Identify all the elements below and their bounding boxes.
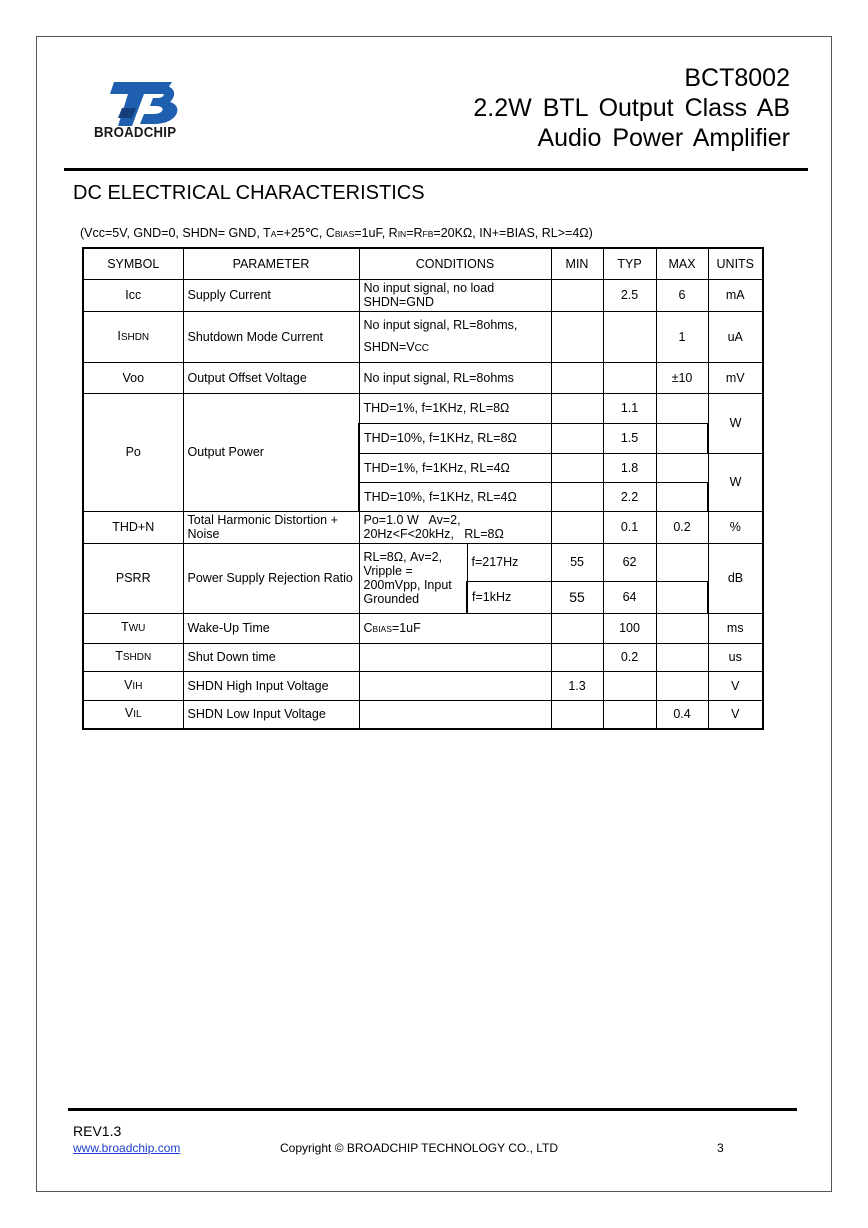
symbol-cell: Voo [83,362,183,393]
page-number: 3 [717,1141,724,1155]
parameter-cell: SHDN Low Input Voltage [183,700,359,729]
conditions-cell: THD=1%, f=1KHz, RL=4Ω [359,453,551,482]
max-cell [656,643,708,671]
symbol-cell: TWU [83,613,183,643]
conditions-cell [359,671,551,700]
typ-cell [603,362,656,393]
units-cell: W [708,393,763,453]
parameter-cell: Output Power [183,393,359,511]
conditions-cell: THD=10%, f=1KHz, RL=8Ω [359,423,551,453]
units-cell: % [708,511,763,543]
min-cell: 55 [551,581,603,613]
typ-cell: 2.5 [603,279,656,311]
title-line-3: Audio Power Amplifier [537,124,790,152]
header-typ: TYP [603,248,656,279]
typ-cell: 2.2 [603,482,656,511]
units-cell: dB [708,543,763,613]
table-row [83,362,763,393]
symbol-cell: VIH [83,671,183,700]
conditions-cell: CBIAS=1uF [359,613,551,643]
typ-cell [603,671,656,700]
max-cell [656,453,708,482]
parameter-cell: Shut Down time [183,643,359,671]
header-units: UNITS [708,248,763,279]
symbol-cell: Po [83,393,183,511]
conditions-cell [359,643,551,671]
max-cell: ±10 [656,362,708,393]
min-cell [551,613,603,643]
table-row [83,279,763,311]
min-cell [551,423,603,453]
table-row [83,613,763,643]
max-cell [656,423,708,453]
min-cell: 1.3 [551,671,603,700]
units-cell: V [708,671,763,700]
logo-text: BROADCHIP [94,124,177,141]
units-cell: us [708,643,763,671]
max-cell: 1 [656,311,708,362]
min-cell [551,393,603,423]
parameter-cell: Output Offset Voltage [183,362,359,393]
conditions-cell: RL=8Ω, Av=2, Vripple = 200mVpp, Input Grounded [359,543,467,613]
min-cell [551,279,603,311]
website-link[interactable]: www.broadchip.com [73,1141,181,1155]
min-cell: 55 [551,543,603,581]
conditions-cell: THD=10%, f=1KHz, RL=4Ω [359,482,551,511]
max-cell: 0.2 [656,511,708,543]
max-cell [656,482,708,511]
typ-cell: 0.1 [603,511,656,543]
units-cell: uA [708,311,763,362]
min-cell [551,362,603,393]
typ-cell: 62 [603,543,656,581]
table-row [83,700,763,729]
max-cell: 0.4 [656,700,708,729]
table-row [83,543,763,581]
part-number: BCT8002 [684,64,790,92]
frequency-cell: f=217Hz [467,543,551,581]
table-row [83,393,763,423]
typ-cell: 1.1 [603,393,656,423]
header-divider [64,168,808,171]
max-cell [656,543,708,581]
table-row [83,643,763,671]
copyright-text: Copyright © BROADCHIP TECHNOLOGY CO., LTD [280,1141,559,1155]
max-cell [656,671,708,700]
max-cell [656,613,708,643]
max-cell [656,581,708,613]
conditions-cell: THD=1%, f=1KHz, RL=8Ω [359,393,551,423]
min-cell [551,311,603,362]
units-cell: V [708,700,763,729]
test-conditions-note: (Vcc=5V, GND=0, SHDN= GND, TA=+25℃, CBIAS=1uF, RIN=RFB=20KΩ, IN+=BIAS, RL>=4Ω) [80,226,593,240]
frequency-cell: f=1kHz [467,581,551,613]
min-cell [551,700,603,729]
header-min: MIN [551,248,603,279]
min-cell [551,453,603,482]
header-max: MAX [656,248,708,279]
units-cell: ms [708,613,763,643]
conditions-cell: No input signal, RL=8ohms, SHDN=VCC [359,311,551,362]
min-cell [551,643,603,671]
footer-divider [68,1108,797,1111]
parameter-cell: Shutdown Mode Current [183,311,359,362]
min-cell [551,482,603,511]
units-cell: W [708,453,763,511]
table-row [83,511,763,543]
symbol-cell: TSHDN [83,643,183,671]
parameter-cell: Wake-Up Time [183,613,359,643]
symbol-cell: Icc [83,279,183,311]
typ-cell: 1.5 [603,423,656,453]
title-line-2: 2.2W BTL Output Class AB [473,94,790,122]
section-title: DC ELECTRICAL CHARACTERISTICS [73,182,425,204]
dc-characteristics-table [82,247,764,730]
typ-cell: 0.2 [603,643,656,671]
symbol-cell: THD+N [83,511,183,543]
table-row [83,311,763,362]
table-header-row [83,248,763,279]
parameter-cell: Total Harmonic Distortion + Noise [183,511,359,543]
conditions-cell [359,700,551,729]
conditions-cell: No input signal, no load SHDN=GND [359,279,551,311]
header-conditions: CONDITIONS [359,248,551,279]
max-cell: 6 [656,279,708,311]
conditions-cell: No input signal, RL=8ohms [359,362,551,393]
parameter-cell: SHDN High Input Voltage [183,671,359,700]
typ-cell: 1.8 [603,453,656,482]
parameter-cell: Power Supply Rejection Ratio [183,543,359,613]
units-cell: mV [708,362,763,393]
document-title [473,63,790,153]
header-symbol: SYMBOL [83,248,183,279]
symbol-cell: VIL [83,700,183,729]
units-cell: mA [708,279,763,311]
table-row [83,671,763,700]
typ-cell: 100 [603,613,656,643]
min-cell [551,511,603,543]
header-parameter: PARAMETER [183,248,359,279]
max-cell [656,393,708,423]
typ-cell: 64 [603,581,656,613]
typ-cell [603,311,656,362]
typ-cell [603,700,656,729]
revision-label: REV1.3 [73,1123,122,1139]
conditions-cell: Po=1.0 W Av=2, 20Hz<F<20kHz, RL=8Ω [359,511,551,543]
parameter-cell: Supply Current [183,279,359,311]
symbol-cell: ISHDN [83,311,183,362]
symbol-cell: PSRR [83,543,183,613]
